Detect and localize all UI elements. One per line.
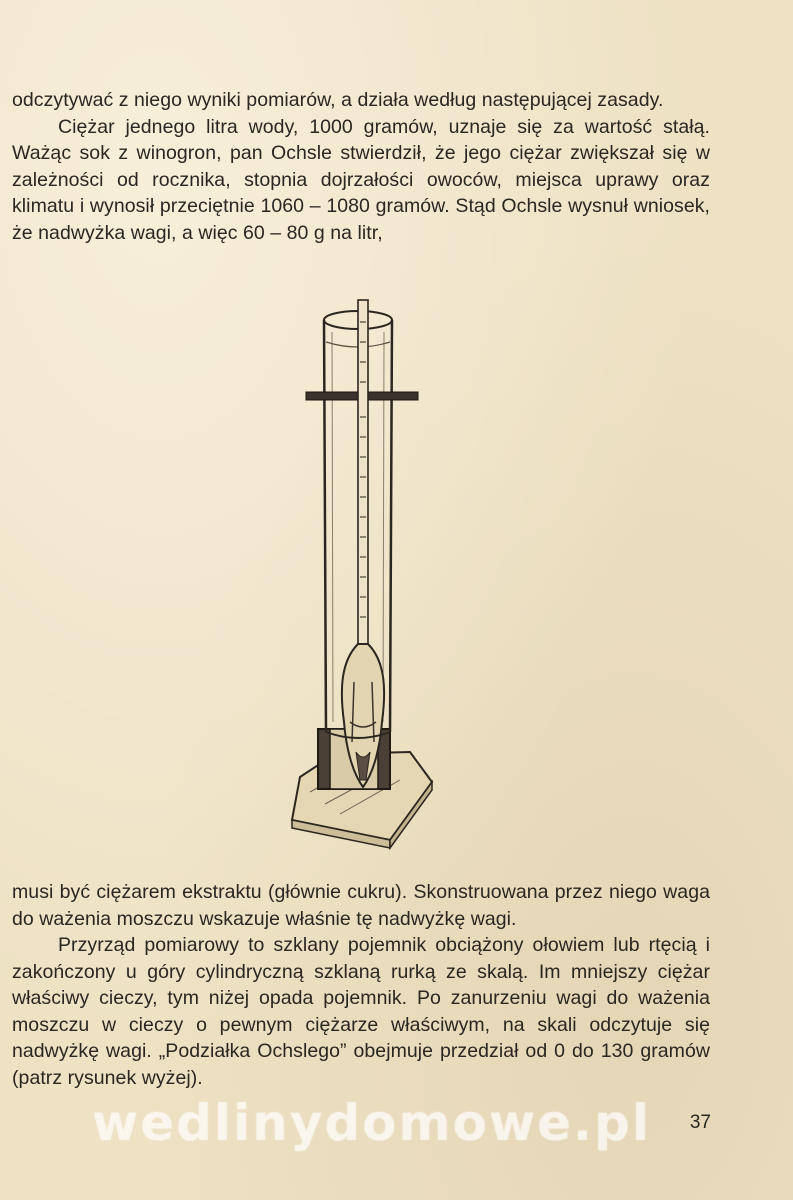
paragraph: musi być ciężarem ekstraktu (głównie cukru). Skonstruowana przez niego waga do ważenia moszczu wskazuje właśnie tę nadwyżkę wagi.	[12, 881, 710, 930]
paragraph: Ciężar jednego litra wody, 1000 gramów, uznaje się za wartość stałą. Ważąc sok z winogron, pan Ochsle stwierdził, że jego ciężar zwiększał się w zależności od rocznika, stopnia dojrzałości owoców, miejsca uprawy oraz klimatu i wynosił przeciętnie 1060 – 1080 gramów. Stąd Ochsle wysnuł wniosek, że nadwyżka wagi, a więc 60 – 80 g na litr,	[12, 115, 710, 244]
hydrometer-icon	[280, 292, 460, 852]
watermark: wedlinydomowe.pl	[92, 1094, 651, 1152]
text-block-bottom	[12, 879, 710, 1091]
paragraph: Przyrząd pomiarowy to szklany pojemnik obciążony ołowiem lub rtęcią i zakończony u góry cylindryczną szklaną rurką ze skalą. Im mniejszy ciężar właściwy cieczy, tym niżej opada pojemnik. Po zanurzeniu wagi do ważenia moszczu w cieczy o pewnym ciężarze właściwym, na skali odczytuje się nadwyżkę wagi. „Podziałka Ochslego” obejmuje przedział od 0 do 130 gramów (patrz rysunek wyżej).	[12, 934, 710, 1089]
text-block-top	[12, 87, 710, 246]
hydrometer-figure	[280, 292, 460, 852]
page-number: 37	[689, 1112, 711, 1133]
paragraph: odczytywać z niego wyniki pomiarów, a działa według następującej zasady.	[12, 89, 664, 111]
